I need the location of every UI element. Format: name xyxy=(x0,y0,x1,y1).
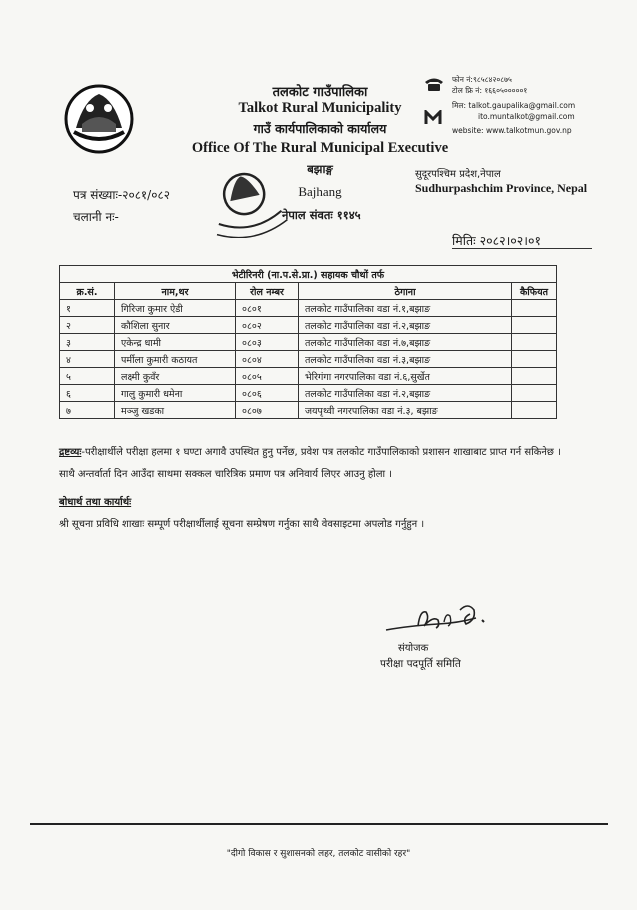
cell-serial: ४ xyxy=(60,351,115,368)
cell-address: भेरिगंगा नगरपालिका वडा नं.६,सुर्खेत xyxy=(299,368,512,385)
footer-slogan: "दीगो विकास र सुशासनको लहर, तलकोट वासीको रहर" xyxy=(226,849,411,859)
cell-name: कौशिला सुनार xyxy=(115,317,236,334)
cell-remarks xyxy=(512,300,557,317)
cell-roll: ०८०६ xyxy=(236,385,299,402)
cell-roll: ०८०५ xyxy=(236,368,299,385)
contact-website: website: www.talkotmun.gov.np xyxy=(452,126,572,135)
district-np: बझाङ्ग xyxy=(307,162,333,176)
cell-serial: ५ xyxy=(60,368,115,385)
cell-remarks xyxy=(512,402,557,419)
municipality-name-np: तलकोट गाउँपालिका xyxy=(272,85,368,100)
cell-name: गिरिजा कुमार ऐडी xyxy=(115,300,236,317)
table-caption: भेटीरिनरी (ना.प.से.प्रा.) सहायक चौथों तर्फ xyxy=(60,266,557,283)
table-row xyxy=(60,300,557,317)
contact-phone: फोन नं:९८५८४२०८७५ xyxy=(452,75,512,84)
cell-serial: ६ xyxy=(60,385,115,402)
table-row xyxy=(60,351,557,368)
cell-name: लक्ष्मी कुवँर xyxy=(115,368,236,385)
cell-remarks xyxy=(512,385,557,402)
municipality-name-en: Talkot Rural Municipality xyxy=(238,100,402,116)
phone-icon xyxy=(423,76,445,92)
col-header-remarks: कैफियत xyxy=(512,283,557,300)
cell-roll: ०८०४ xyxy=(236,351,299,368)
office-name-np: गाउँ कार्यपालिकाको कार्यालय xyxy=(253,121,387,136)
cell-address: तलकोट गाउँपालिका वडा नं.१,बझाङ xyxy=(299,300,512,317)
col-header-address: ठेगाना xyxy=(299,283,512,300)
candidate-table xyxy=(59,265,557,419)
notice-note xyxy=(59,442,564,486)
cell-roll: ०८०१ xyxy=(236,300,299,317)
province-np: सुदूरपश्चिम प्रदेश,नेपाल xyxy=(415,169,501,180)
cell-remarks xyxy=(512,368,557,385)
col-header-serial: क्र.सं. xyxy=(60,283,115,300)
cell-name: गालु कुमारी धमेना xyxy=(115,385,236,402)
cc-heading: बोधार्थ तथा कार्यार्थः xyxy=(59,497,132,508)
table-row xyxy=(60,368,557,385)
letter-ref-number: पत्र संख्याः-२०८१/०८२ xyxy=(73,188,170,202)
cell-remarks xyxy=(512,351,557,368)
signatory-title: संयोजक xyxy=(398,643,429,654)
nepal-sambat: नेपाल संवतः ११४५ xyxy=(282,208,361,222)
cell-roll: ०८०३ xyxy=(236,334,299,351)
table-row xyxy=(60,402,557,419)
contact-block xyxy=(452,74,575,136)
footer-divider xyxy=(30,823,608,825)
date-underline xyxy=(452,248,592,249)
cell-address: तलकोट गाउँपालिका वडा नं.७,बझाङ xyxy=(299,334,512,351)
table-row xyxy=(60,317,557,334)
note-label: द्रष्टव्यः xyxy=(59,447,82,458)
cell-roll: ०८०७ xyxy=(236,402,299,419)
cell-remarks xyxy=(512,334,557,351)
office-stamp-icon xyxy=(200,158,290,238)
dispatch-number: चलानी नः- xyxy=(73,210,119,224)
contact-email-primary: मिल: talkot.gaupalika@gmail.com xyxy=(452,101,576,110)
contact-email-secondary: ito.muntalkot@gmail.com xyxy=(478,112,575,121)
cell-name: पर्मीला कुमारी कठायत xyxy=(115,351,236,368)
note-text: -परीक्षार्थीले परीक्षा हलमा १ घण्टा अगावै उपस्थित हुनु पर्नेछ, प्रवेश पत्र तलकोट गाउँपालिकाको प्रशासन शाखाबाट प्राप्त गर्न सकिनेछ । साथै अन्तर्वार्ता दिन आउँदा साथमा सक्कल चारित्रिक प्रमाण पत्र अनिवार्य लिएर आउनु होला । xyxy=(59,447,561,480)
cell-serial: ३ xyxy=(60,334,115,351)
cell-serial: ७ xyxy=(60,402,115,419)
cell-roll: ०८०२ xyxy=(236,317,299,334)
district-en: Bajhang xyxy=(298,184,342,199)
letter-date: मितिः २०८२।०२।०१ xyxy=(452,233,542,248)
table-row xyxy=(60,334,557,351)
cell-serial: २ xyxy=(60,317,115,334)
table-row xyxy=(60,385,557,402)
cell-address: तलकोट गाउँपालिका वडा नं.३,बझाङ xyxy=(299,351,512,368)
cc-body: श्री सूचना प्रविधि शाखाः सम्पूर्ण परीक्षार्थीलाई सूचना सम्प्रेषण गर्नुका साथै वेवसाइटमा अपलोड गर्नुहुन । xyxy=(59,519,425,530)
office-name-en: Office Of The Rural Municipal Executive xyxy=(191,140,449,156)
cell-name: मञ्जु खडका xyxy=(115,402,236,419)
signature-icon xyxy=(378,596,493,640)
col-header-name: नाम,थर xyxy=(115,283,236,300)
email-icon xyxy=(424,110,442,126)
col-header-roll: रोल नम्बर xyxy=(236,283,299,300)
signatory-organization: परीक्षा पदपूर्ति समिति xyxy=(380,658,461,670)
cell-remarks xyxy=(512,317,557,334)
contact-toll-free: टोल फ्रि नं: १६६०५०००००१ xyxy=(452,86,528,95)
cell-address: तलकोट गाउँपालिका वडा नं.२,बझाङ xyxy=(299,317,512,334)
table-caption-row xyxy=(60,266,557,283)
cell-address: जयपृथ्वी नगरपालिका वडा नं.३, बझाङ xyxy=(299,402,512,419)
nepal-emblem-icon xyxy=(60,80,138,158)
table-header-row xyxy=(60,283,557,300)
cell-name: एकेन्द्र धामी xyxy=(115,334,236,351)
province-en: Sudhurpashchim Province, Nepal xyxy=(415,181,588,195)
cell-address: तलकोट गाउँपालिका वडा नं.२,बझाङ xyxy=(299,385,512,402)
cell-serial: १ xyxy=(60,300,115,317)
